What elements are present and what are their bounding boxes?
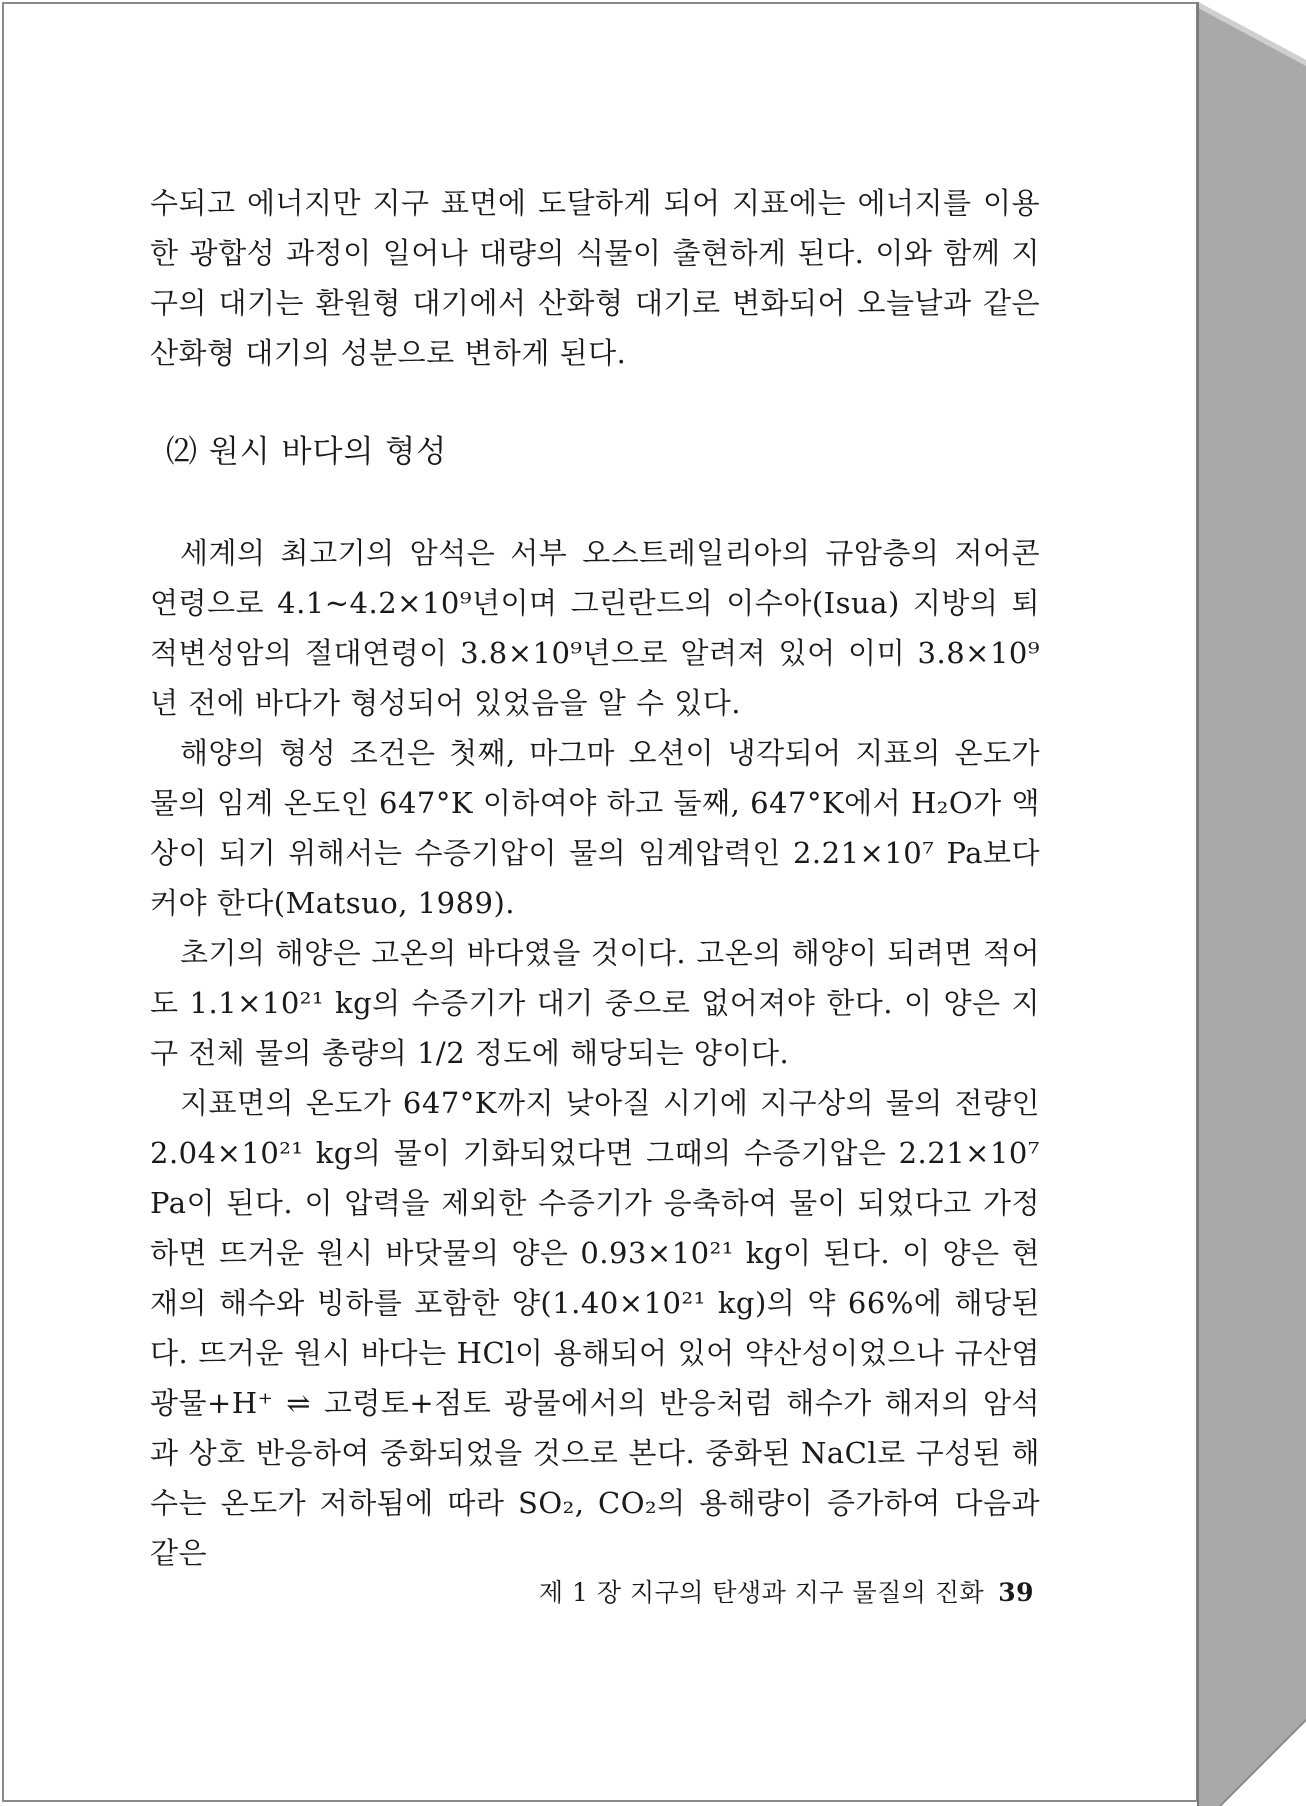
body-paragraph: 해양의 형성 조건은 첫째, 마그마 오션이 냉각되어 지표의 온도가 물의 임계 온도인 647°K 이하여야 하고 둘째, 647°K에서 H₂O가 액상이 되기 위해서는 수증기압이 물의 임계압력인 2.21×10⁷ Pa보다 커야 한다(Matsuo, 1989). [150, 736, 1040, 920]
intro-paragraph: 수되고 에너지만 지구 표면에 도달하게 되어 지표에는 에너지를 이용한 광합성 과정이 일어나 대량의 식물이 출현하게 된다. 이와 함께 지구의 대기는 환원형 대기에서 산화형 대기로 변화되어 오늘날과 같은 산화형 대기의 성분으로 변하게 된다. [150, 186, 1040, 370]
section-heading: ⑵ 원시 바다의 형성 [166, 434, 448, 470]
intro-text-block [150, 178, 1040, 378]
body-paragraph: 세계의 최고기의 암석은 서부 오스트레일리아의 규암층의 저어콘 연령으로 4.1∼4.2×10⁹년이며 그린란드의 이수아(Isua) 지방의 퇴적변성암의 절대연령이 3.8×10⁹년으로 알려져 있어 이미 3.8×10⁹년 전에 바다가 형성되어 있었음을 알 수 있다. [150, 536, 1040, 720]
body-text-block [150, 528, 1040, 1578]
chapter-title: 제 1 장 지구의 탄생과 지구 물질의 진화 [538, 1578, 985, 1607]
page-number: 39 [998, 1578, 1034, 1607]
page-thickness-side [1198, 2, 1306, 1806]
body-paragraph: 초기의 해양은 고온의 바다였을 것이다. 고온의 해양이 되려면 적어도 1.1×10²¹ kg의 수증기가 대기 중으로 없어져야 한다. 이 양은 지구 전체 물의 총량의 1/2 정도에 해당되는 양이다. [150, 936, 1040, 1070]
page-footer [539, 1573, 1034, 1609]
body-paragraph: 지표면의 온도가 647°K까지 낮아질 시기에 지구상의 물의 전량인 2.04×10²¹ kg의 물이 기화되었다면 그때의 수증기압은 2.21×10⁷ Pa이 된다. 이 압력을 제외한 수증기가 응축하여 물이 되었다고 가정하면 뜨거운 원시 바닷물의 양은 0.93×10²¹ kg이 된다. 이 양은 현재의 해수와 빙하를 포함한 양(1.40×10²¹ kg)의 약 66%에 해당된다. 뜨거운 원시 바다는 HCl이 용해되어 있어 약산성이었으나 규산염 광물+H⁺ ⇌ 고령토+점토 광물에서의 반응처럼 해수가 해저의 암석과 상호 반응하여 중화되었을 것으로 본다. 중화된 NaCl로 구성된 해수는 온도가 저하됨에 따라 SO₂, CO₂의 용해량이 증가하여 다음과 같은 [150, 1086, 1040, 1570]
